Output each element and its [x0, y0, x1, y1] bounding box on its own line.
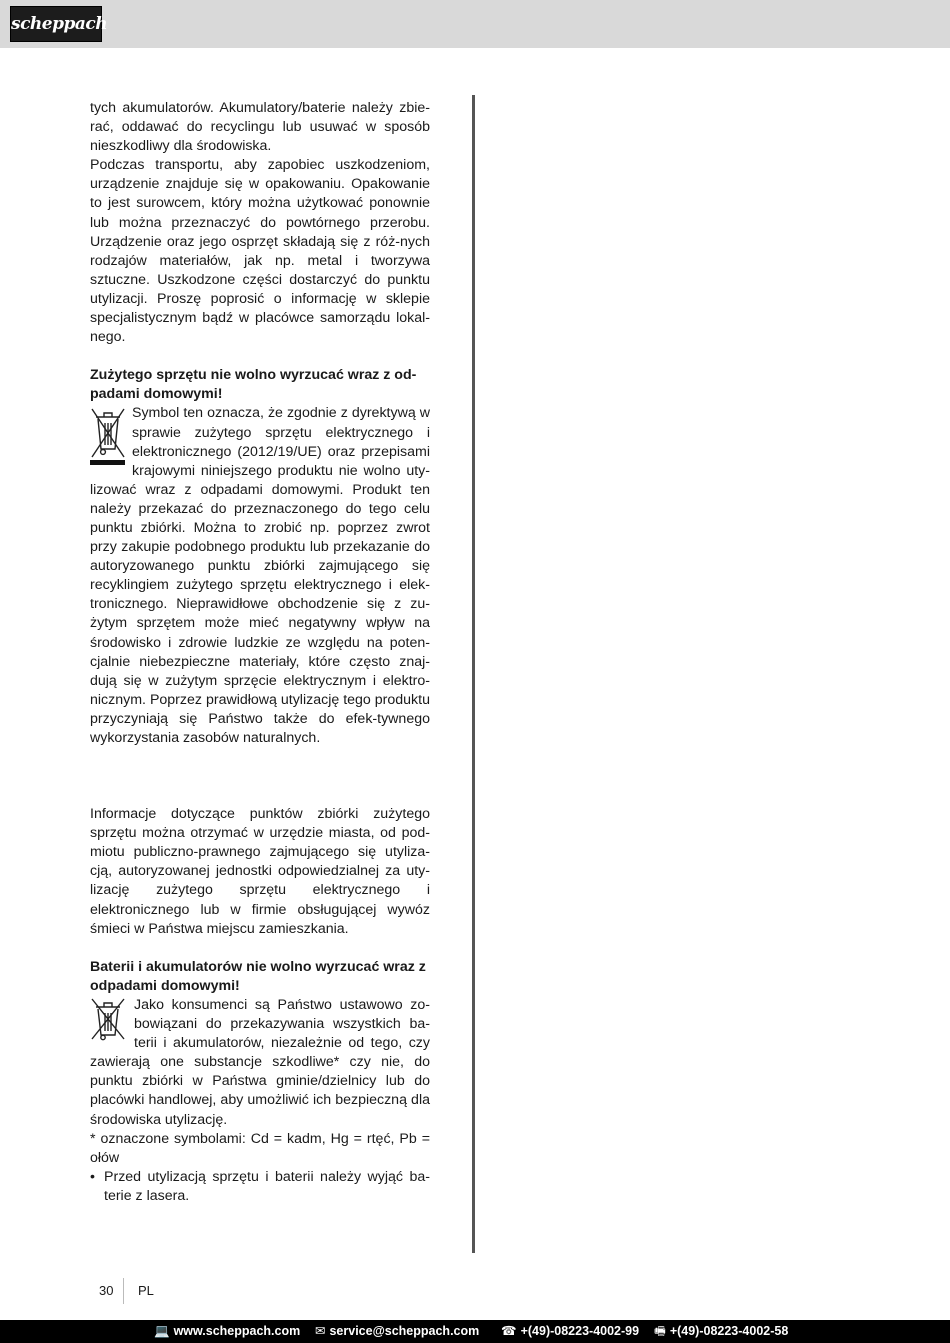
page-footer [0, 1320, 950, 1343]
heading-batteries: Baterii i akumulatorów nie wolno wyrzucać wraz z odpadami domowymi! [90, 958, 426, 994]
column-divider [472, 95, 475, 1253]
paragraph-collection-info: Informacje dotyczące punktów zbiórki zużytego sprzętu można otrzymać w urzędzie miasta, od pod-miotu publiczno-prawnego zajmującego się utyliza-cją, autoryzowanej jednostki odpowiedzialnej za uty-lizację zużytego sprzętu elektrycznego i elektronicznego lub w firmie obsługującej wywóz śmieci w Państwa miejscu zamieszkania. [90, 806, 430, 937]
email-text: service@scheppach.com [329, 1324, 480, 1338]
scheppach-logo [10, 6, 108, 42]
paragraph-weee: Symbol ten oznacza, że zgodnie z dyrektywą w sprawie zużytego sprzętu elektrycznego i elektronicznego (2012/19/UE) oraz przepisami krajowymi niniejszego produktu nie wolno uty-lizować wraz z odpadami domowymi. Produkt ten należy przekazać do przeznaczonego do tego celu punktu zbiórki. Można to zrobić np. poprzez zwrot przy zakupie podobnego produktu lub przekazanie do autoryzowanego punktu zbiórki zajmującego się recyklingiem zużytego sprzętu elektrycznego i elek-tronicznego. Nieprawidłowe obchodzenie się z zu-żytym sprzętem może mieć negatywny wpływ na środowisko i zdrowie ludzkie ze względu na poten-cjalnie niebezpieczne materiały, które często znaj-dują się w zużytym sprzęcie elektrycznym i elektro-nicznym. Poprzez prawidłową utylizację tego produktu przyczyniają się Państwo także do efek-tywnego wykorzystania zasobów naturalnych. [90, 405, 430, 746]
bullet-marker: • [90, 1168, 95, 1185]
paragraph-symbols-note: * oznaczone symbolami: Cd = kadm, Hg = rtęć, Pb = ołów [90, 1130, 430, 1166]
logo-text: scheppach [11, 14, 108, 34]
page-number: 30 [99, 1283, 114, 1298]
computer-icon: 💻 [154, 1324, 170, 1338]
website-text: www.scheppach.com [173, 1324, 301, 1338]
footer-fax [654, 1320, 788, 1343]
page-separator [123, 1278, 124, 1304]
fax-text: +(49)-08223-4002-58 [669, 1324, 789, 1338]
footer-email[interactable] [315, 1320, 479, 1343]
weee-crossed-bin-icon [90, 405, 126, 467]
footer-website[interactable] [154, 1320, 300, 1343]
phone-text: +(49)-08223-4002-99 [520, 1324, 640, 1338]
mail-icon: ✉ [315, 1324, 326, 1338]
paragraph-batteries-obligation: Jako konsumenci są Państwo ustawowo zo-bowiązani do przekazywania wszystkich ba-terii i akumulatorów, niezależnie od tego, czy zawierają one substancje szkodliwe* czy nie, do punktu zbiórki w Państwa gminie/dzielnicy lub do placówki handlowej, aby umożliwić ich bezpieczną dla środowiska utylizację. [90, 996, 430, 1128]
text-column [90, 99, 430, 1206]
page-header [0, 0, 950, 48]
heading-weee: Zużytego sprzętu nie wolno wyrzucać wraz z od-padami domowymi! [90, 367, 417, 403]
paragraph-packaging: Podczas transportu, aby zapobiec uszkodzeniom, urządzenie znajduje się w opakowaniu. Opakowanie to jest surowcem, który można użytkować ponownie lub można przeznaczyć do powtórnego przerobu. Urządzenie oraz jego osprzęt składają się z róż-nych rodzajów materiałów, jak np. metal i tworzywa sztuczne. Uszkodzone części dostarczyć do punktu utylizacji. Proszę poprosić o informację w sklepie specjalistycznym bądź w placówce samorządu lokal-nego. [90, 157, 430, 346]
paragraph-batteries-recycling: tych akumulatorów. Akumulatory/baterie należy zbie-rać, oddawać do recyclingu lub usuwać w sposób nieszkodliwy dla środowiska. [90, 100, 430, 155]
phone-icon: ☎ [501, 1324, 517, 1338]
fax-icon: 🖷 [654, 1324, 666, 1338]
battery-crossed-bin-icon [90, 997, 126, 1041]
language-code: PL [138, 1283, 154, 1298]
footer-phone [501, 1320, 639, 1343]
bullet-text: Przed utylizacją sprzętu i baterii należy wyjąć ba-terie z lasera. [104, 1168, 430, 1204]
bullet-item [90, 1168, 430, 1206]
